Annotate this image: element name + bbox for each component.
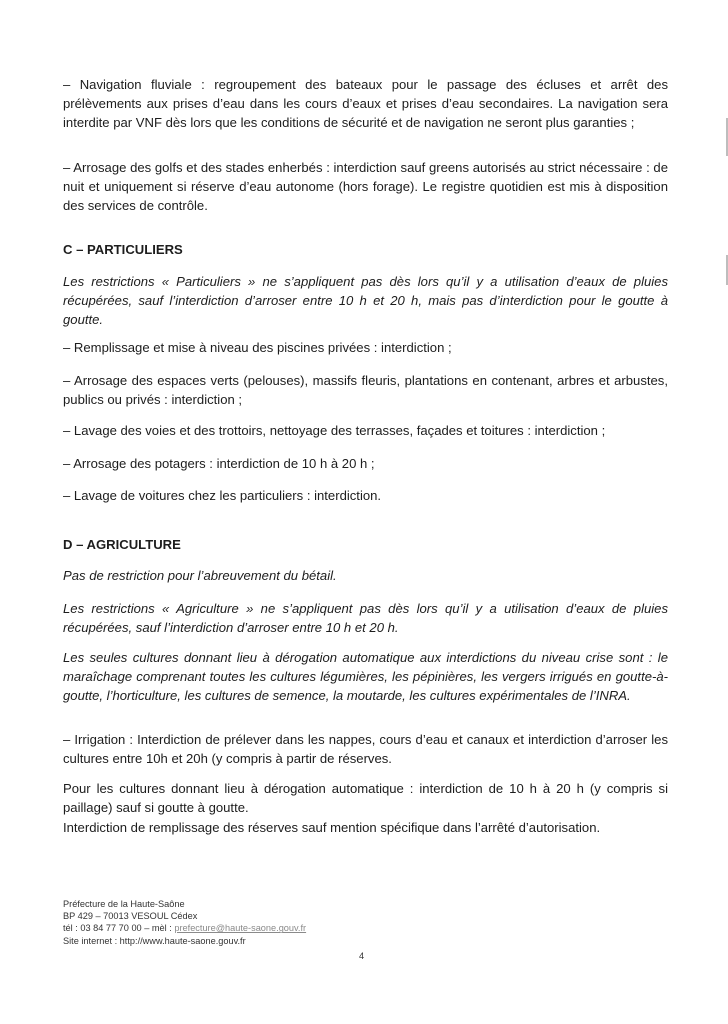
paragraph-navigation: – Navigation fluviale : regroupement des bateaux pour le passage des écluses et arrêt des prélèvements aux prises d’eau dans les cours d’eaux et prises d’eau secondaires. La navigation sera interdite par VNF dès lors que les conditions de sécurité et de navigation ne seront plus garanties ; (63, 77, 668, 131)
section-d-derogation: Les seules cultures donnant lieu à dérogation automatique aux interdictions du niveau crise sont : le maraîchage comprenant toutes les cultures légumières, les pépinières, les vergers irrigués en goutte-à-goutte, l’horticulture, les cultures de semence, la moutarde, les cultures expérimentales de l’INRA. (63, 650, 668, 704)
footer-email-link[interactable]: prefecture@haute-saone.gouv.fr (174, 923, 307, 934)
footer-line: Site internet : http://www.haute-saone.gouv.fr (63, 935, 246, 946)
list-item: – Remplissage et mise à niveau des piscines privées : interdiction ; (63, 340, 452, 355)
section-d-intro: Les restrictions « Agriculture » ne s’appliquent pas dès lors qu’il y a utilisation d’eaux de pluies récupérées, sauf l’interdiction d’arroser entre 10 h et 20 h. (63, 601, 668, 636)
section-d-betail: Pas de restriction pour l’abreuvement du bétail. (63, 568, 337, 583)
list-item: – Arrosage des potagers : interdiction de 10 h à 20 h ; (63, 456, 375, 471)
footer-tel: tél : 03 84 77 70 00 – mèl : (63, 923, 175, 934)
paragraph-golfs: – Arrosage des golfs et des stades enherbés : interdiction sauf greens autorisés au strict nécessaire : de nuit et uniquement si réserve d’eau autonome (hors forage). Le registre quotidien est mis à disposition des services de contrôle. (63, 160, 668, 214)
footer-line: Préfecture de la Haute-Saône (63, 899, 185, 909)
section-d-heading: D – AGRICULTURE (63, 537, 181, 552)
section-d-reserves: Interdiction de remplissage des réserves sauf mention spécifique dans l’arrêté d’autorisation. (63, 820, 601, 835)
section-c-heading: C – PARTICULIERS (63, 242, 183, 257)
list-item: – Lavage des voies et des trottoirs, nettoyage des terrasses, façades et toitures : interdiction ; (63, 423, 606, 438)
footer-address (63, 898, 306, 947)
list-item: – Lavage de voitures chez les particuliers : interdiction. (63, 488, 382, 503)
footer-line (63, 922, 306, 934)
section-d-irrigation: – Irrigation : Interdiction de prélever dans les nappes, cours d’eau et canaux et interdiction d’arroser les cultures entre 10h et 20h (y compris à partir de réserves. (63, 732, 668, 767)
section-c-intro: Les restrictions « Particuliers » ne s’appliquent pas dès lors qu’il y a utilisation d’eaux de pluies récupérées, sauf l’interdiction d’arroser entre 10 h et 20 h, mais pas d’interdiction pour le goutte à goutte. (63, 274, 668, 328)
list-item: – Arrosage des espaces verts (pelouses), massifs fleuris, plantations en contenant, arbres et arbustes, publics ou privés : interdiction ; (63, 373, 668, 408)
section-d-cultures: Pour les cultures donnant lieu à dérogation automatique : interdiction de 10 h à 20 h (y compris si paillage) sauf si goutte à goutte. (63, 781, 668, 816)
footer-line: BP 429 – 70013 VESOUL Cédex (63, 911, 198, 922)
page-number: 4 (359, 951, 365, 961)
